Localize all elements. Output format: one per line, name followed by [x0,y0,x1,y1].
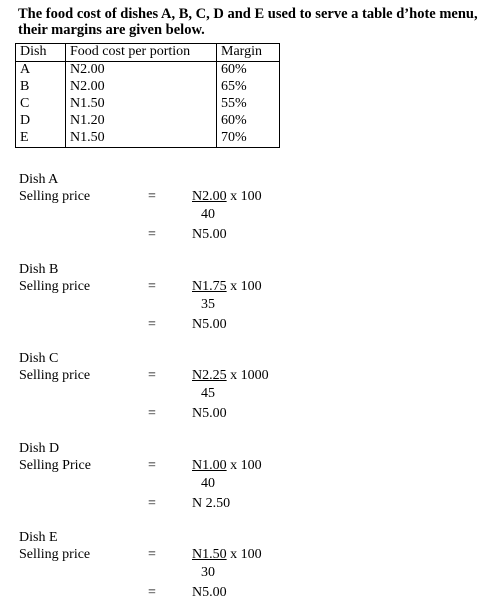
food-cost-table [15,43,280,148]
dish-name: Dish B [19,262,59,277]
equals-sign: = [148,368,156,383]
formula-denominator: 40 [201,207,215,222]
formula-multiplier: x 1000 [226,368,269,383]
formula-multiplier: x 100 [226,547,262,562]
selling-price-result: N5.00 [192,406,227,421]
equals-sign: = [148,547,156,562]
selling-price-label: Selling price [19,189,91,204]
formula-denominator: 35 [201,297,215,312]
calculation-dish-d [19,441,479,521]
cell-food-cost: N2.00 [66,79,217,96]
column-header-dish: Dish [16,44,66,62]
selling-price-label: Selling price [19,368,91,383]
cell-dish: C [16,96,66,113]
formula-expression [192,189,262,205]
table-row [16,79,280,96]
cell-margin: 60% [217,113,280,130]
equals-sign: = [148,317,156,332]
selling-price-label: Selling price [19,547,91,562]
dish-name: Dish A [19,172,59,187]
cell-dish: E [16,130,66,148]
selling-price-label: Selling price [19,279,91,294]
formula-multiplier: x 100 [226,458,262,473]
equals-sign: = [148,458,156,473]
cell-food-cost: N2.00 [66,62,217,80]
selling-price-result: N5.00 [192,585,227,600]
formula-numerator: N2.00 [192,189,227,204]
formula-expression [192,368,269,384]
dish-name: Dish E [19,530,58,545]
calculation-dish-a [19,172,479,252]
selling-price-result: N5.00 [192,317,227,332]
cell-dish: D [16,113,66,130]
selling-price-result: N 2.50 [192,496,231,511]
table-row [16,130,280,148]
table-header-row [16,44,280,62]
table-row [16,96,280,113]
column-header-margin: Margin [217,44,280,62]
dish-name: Dish C [19,351,59,366]
equals-sign: = [148,279,156,294]
column-header-food-cost: Food cost per portion [66,44,217,62]
calculation-dish-b [19,262,479,342]
cell-dish: A [16,62,66,80]
table-row [16,113,280,130]
formula-denominator: 40 [201,476,215,491]
formula-denominator: 30 [201,565,215,580]
cell-margin: 70% [217,130,280,148]
formula-expression [192,547,262,563]
equals-sign: = [148,496,156,511]
equals-sign: = [148,189,156,204]
cell-margin: 60% [217,62,280,80]
formula-expression [192,279,262,295]
heading: The food cost of dishes A, B, C, D and E used to serve a table d’hote menu, their margins are given below. [18,6,478,38]
cell-food-cost: N1.50 [66,130,217,148]
formula-numerator: N2.25 [192,368,227,383]
cell-margin: 55% [217,96,280,113]
formula-numerator: N1.50 [192,547,227,562]
calculation-dish-e [19,530,479,610]
formula-denominator: 45 [201,386,215,401]
dish-name: Dish D [19,441,60,456]
selling-price-result: N5.00 [192,227,227,242]
cell-margin: 65% [217,79,280,96]
equals-sign: = [148,585,156,600]
formula-numerator: N1.00 [192,458,227,473]
equals-sign: = [148,227,156,242]
calculation-dish-c [19,351,479,431]
cell-food-cost: N1.20 [66,113,217,130]
cell-dish: B [16,79,66,96]
formula-numerator: N1.75 [192,279,227,294]
selling-price-label: Selling Price [19,458,91,473]
formula-multiplier: x 100 [226,189,262,204]
formula-multiplier: x 100 [226,279,262,294]
formula-expression [192,458,262,474]
table-row [16,62,280,80]
cell-food-cost: N1.50 [66,96,217,113]
equals-sign: = [148,406,156,421]
